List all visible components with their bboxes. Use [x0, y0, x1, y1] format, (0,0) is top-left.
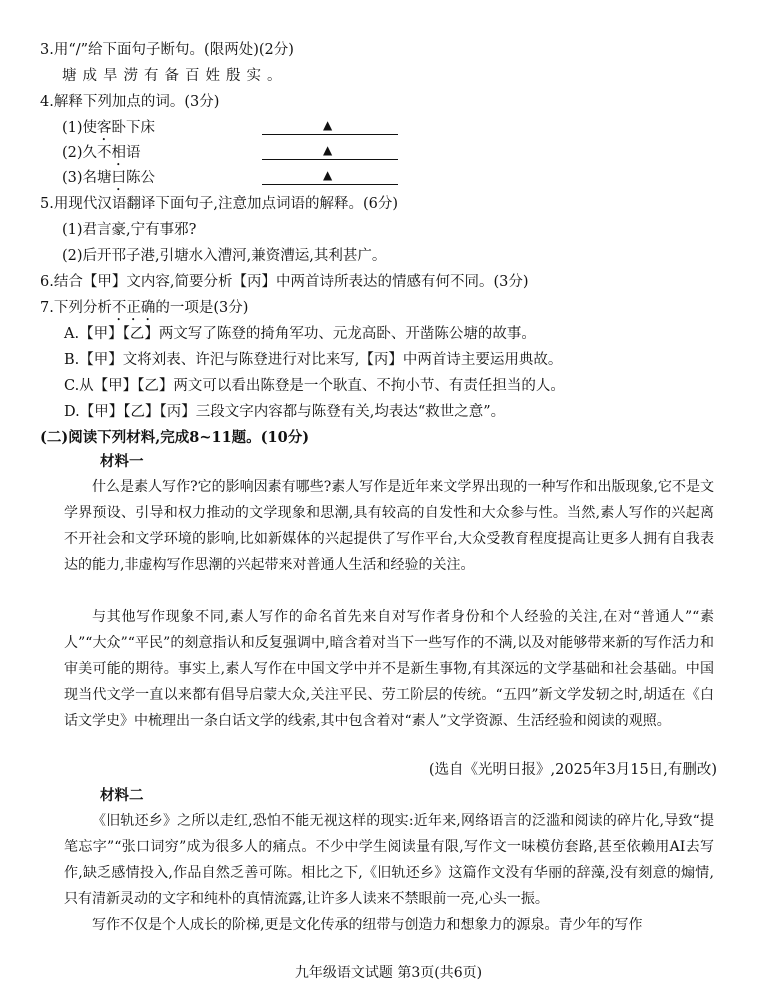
- dotted-word: 相: [111, 145, 127, 161]
- dotted-word: 曰: [111, 170, 127, 186]
- section-heading: (二)阅读下列材料,完成8~11题。(10分): [40, 429, 310, 446]
- q5-item-1: (1)君言豪,宁有事邪?: [62, 222, 197, 238]
- q7-option-a: A.【甲】【乙】两文写了陈登的掎角军功、元龙高卧、开凿陈公塘的故事。: [64, 326, 536, 342]
- q4-item-1: (1)使客卧下床: [62, 120, 156, 136]
- material1-paragraph-1: 什么是素人写作?它的影响因素有哪些?素人写作是近年来文学界出现的一种写作和出版现象,它不是文学界预设、引导和权力推动的文学现象和思潮,具有较高的自发性和大众参与性。当然,素人写作的兴起离不开社会和文学环境的影响,比如新媒体的兴起提供了写作平台,大众受教育程度提高让更多人拥有自我表达的能力,非虚构写作思潮的兴起带来对普通人生活和经验的关注。: [64, 479, 714, 573]
- q3-sentence: 塘成旱涝有备百姓殷实。: [62, 68, 288, 84]
- page-footer: 九年级语文试题 第3页(共6页): [294, 965, 483, 981]
- q4-item-2: (2)久不相语: [62, 145, 141, 161]
- q4-item-3: (3)名塘曰陈公: [62, 170, 156, 186]
- dotted-word: 客: [97, 120, 112, 136]
- q7-prompt: 7.下列分析不正确的一项是(3分): [40, 300, 249, 316]
- material1-source: (选自《光明日报》,2025年3月15日,有删改): [428, 762, 717, 778]
- q5-item-2: (2)后开邗子港,引塘水入漕河,兼资漕运,其利甚广。: [62, 248, 387, 264]
- q7-option-b: B.【甲】文将刘表、许汜与陈登进行对比来写,【丙】中两首诗主要运用典故。: [64, 352, 563, 368]
- triangle-marker-icon: ▲: [323, 168, 333, 182]
- material2-paragraph-2: 写作不仅是个人成长的阶梯,更是文化传承的纽带与创造力和想象力的源泉。青少年的写作: [92, 917, 643, 933]
- material2-paragraph-1: 《旧轨还乡》之所以走红,恐怕不能无视这样的现实:近年来,网络语言的泛滥和阅读的碎片化,导致“提笔忘字”“张口词穷”成为很多人的痛点。不少中学生阅读量有限,写作文一味模仿套路,甚至依赖用AI去写作,缺乏感情投入,作品自然乏善可陈。相比之下,《旧轨还乡》这篇作文没有华丽的辞藻,没有刻意的煽情,只有清新灵动的文字和纯朴的真情流露,让许多人读来不禁眼前一亮,心头一振。: [64, 813, 714, 907]
- dotted-word: 不正确: [111, 300, 156, 316]
- q4-prompt: 4.解释下列加点的词。(3分): [40, 94, 220, 110]
- material1-title: 材料一: [100, 453, 144, 470]
- q3-prompt: 3.用“/”给下面句子断句。(限两处)(2分): [40, 42, 294, 58]
- q5-prompt: 5.用现代汉语翻译下面句子,注意加点词语的解释。(6分): [40, 196, 398, 212]
- q7-option-c: C.从【甲】【乙】两文可以看出陈登是一个耿直、不拘小节、有责任担当的人。: [64, 378, 565, 394]
- triangle-marker-icon: ▲: [323, 143, 333, 157]
- triangle-marker-icon: ▲: [323, 118, 333, 132]
- material2-title: 材料二: [100, 787, 144, 804]
- q7-option-d: D.【甲】【乙】【丙】三段文字内容都与陈登有关,均表达“救世之意”。: [64, 404, 506, 420]
- q6-prompt: 6.结合【甲】文内容,简要分析【丙】中两首诗所表达的情感有何不同。(3分): [40, 274, 529, 290]
- material1-paragraph-2: 与其他写作现象不同,素人写作的命名首先来自对写作者身份和个人经验的关注,在对“普通人”“素人”“大众”“平民”的刻意指认和反复强调中,暗含着对当下一些写作的不满,以及对能够带来新的写作活力和审美可能的期待。事实上,素人写作在中国文学中并不是新生事物,有其深远的文学基础和社会基础。中国现当代文学一直以来都有倡导启蒙大众,关注平民、劳工阶层的传统。“五四”新文学发轫之时,胡适在《白话文学史》中梳理出一条白话文学的线索,其中包含着对“素人”文学资源、生活经验和阅读的观照。: [64, 609, 714, 729]
